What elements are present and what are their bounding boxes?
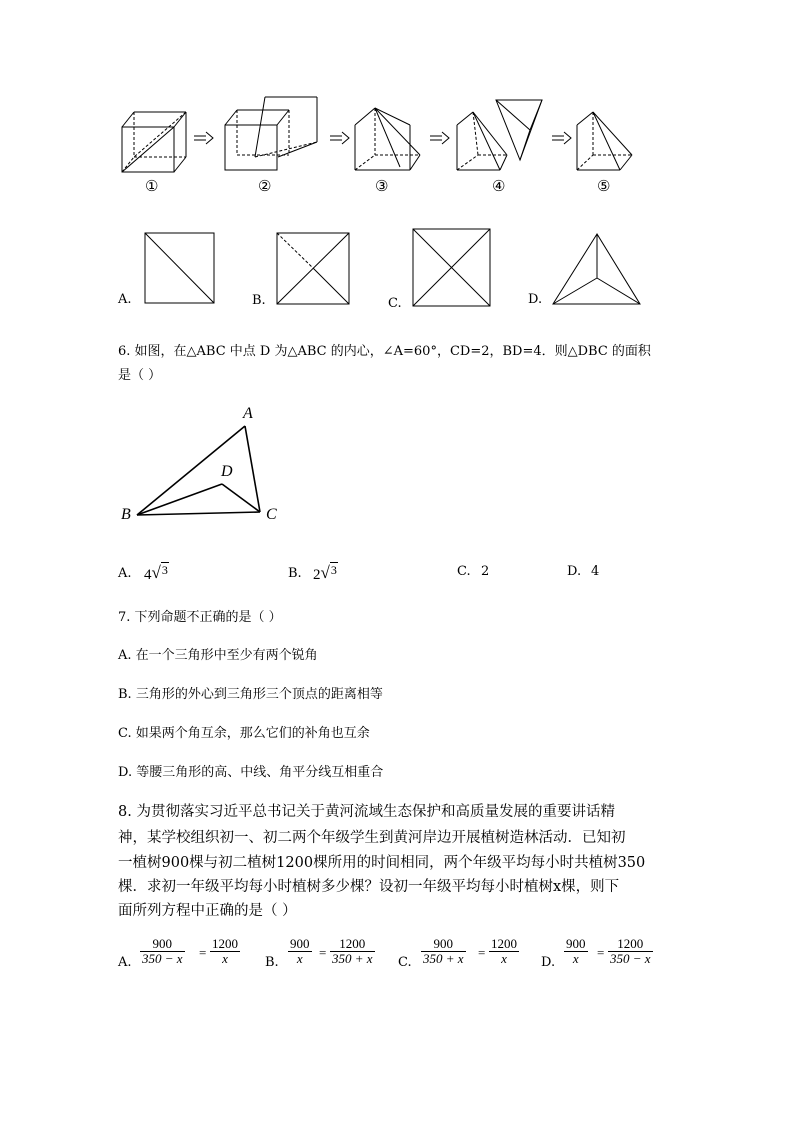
unfold-label-2: ② — [258, 177, 272, 195]
q6-triangle-figure — [0, 0, 794, 560]
q8-option-b-left-fraction — [288, 937, 312, 966]
q8-option-c-right-fraction — [489, 937, 519, 966]
q8-stem-line-4: 棵．求初一年级平均每小时植树多少棵？设初一年级平均每小时植树x棵，则下 — [118, 879, 620, 895]
q6-option-b-value — [313, 560, 338, 583]
q8-stem-line-1: 8. 为贯彻落实习近平总书记关于黄河流域生态保护和高质量发展的重要讲话精 — [118, 804, 615, 820]
radical-sign: √ — [320, 563, 330, 582]
q6-option-c-value: 2 — [481, 564, 490, 579]
q6-option-a-key: A. — [118, 566, 132, 581]
equals-sign: = — [319, 945, 327, 960]
q8-option-a-key: A. — [118, 955, 132, 970]
numerator: 1200 — [617, 936, 644, 951]
numerator: 900 — [566, 936, 586, 951]
q8-stem-line-2: 神，某学校组织初一、初二两个年级学生到黄河岸边开展植树造林活动．已知初 — [118, 830, 626, 846]
denominator: x — [210, 951, 240, 966]
unfold-label-4: ④ — [492, 177, 506, 195]
unfold-label-3: ③ — [375, 177, 389, 195]
view-option-b-label: B. — [252, 293, 266, 308]
q8-option-d-right-fraction — [608, 937, 653, 966]
denominator: x — [564, 951, 588, 966]
q8-option-d-key: D. — [541, 955, 556, 970]
view-option-d-label: D. — [528, 292, 543, 307]
numerator: 900 — [152, 936, 173, 951]
q7-option-b: B. 三角形的外心到三角形三个顶点的距离相等 — [118, 687, 383, 702]
q8-stem-line-3: 一植树900棵与初二植树1200棵所用的时间相同，两个年级平均每小时共植树350 — [118, 855, 646, 871]
q6-option-b-radicand: 3 — [330, 563, 337, 577]
numerator: 1200 — [339, 936, 366, 951]
q8-option-b-key: B. — [265, 955, 279, 970]
q6-option-b-key: B. — [288, 566, 302, 581]
equals-sign: = — [478, 945, 486, 960]
denominator: x — [288, 951, 312, 966]
q6-point-a: A — [243, 405, 253, 422]
equals-sign: = — [597, 945, 605, 960]
q6-option-d-key: D. — [567, 564, 582, 579]
view-option-a-label: A. — [118, 292, 132, 307]
q7-option-c: C. 如果两个角互余，那么它们的补角也互余 — [118, 726, 370, 741]
q8-option-a-right-fraction — [210, 937, 240, 966]
equals-sign: = — [199, 945, 207, 960]
q8-stem-line-5: 面所列方程中正确的是（ ） — [118, 903, 297, 919]
q7-option-d: D. 等腰三角形的高、中线、角平分线互相重合 — [118, 765, 384, 780]
q6-point-b: B — [121, 506, 131, 523]
numerator: 900 — [433, 936, 454, 951]
numerator: 1200 — [212, 936, 238, 951]
unfold-label-5: ⑤ — [597, 177, 611, 195]
denominator: x — [489, 951, 519, 966]
q8-option-d-left-fraction — [564, 937, 588, 966]
q7-option-a: A. 在一个三角形中至少有两个锐角 — [118, 648, 318, 663]
q7-stem: 7. 下列命题不正确的是（ ） — [118, 610, 282, 625]
denominator: 350 − x — [142, 951, 183, 966]
numerator: 1200 — [491, 936, 517, 951]
denominator: 350 − x — [610, 951, 651, 966]
q6-point-d: D — [221, 463, 233, 480]
q6-stem-line-1: 6. 如图，在△ABC 中点 D 为△ABC 的内心，∠A=60°，CD=2，BD=4．则△DBC 的面积 — [118, 344, 651, 359]
q6-option-d-value: 4 — [591, 564, 600, 579]
q8-option-c-left-fraction — [421, 937, 466, 966]
numerator: 900 — [290, 936, 310, 951]
q6-option-a-coef: 4 — [144, 567, 152, 583]
q6-option-c-key: C. — [457, 564, 471, 579]
q6-option-a-value — [144, 560, 169, 583]
q6-option-a-radicand: 3 — [161, 563, 168, 577]
q8-option-b-right-fraction — [330, 937, 375, 966]
radical-sign: √ — [151, 563, 161, 582]
q8-option-c-key: C. — [398, 955, 412, 970]
q8-option-a-left-fraction — [140, 937, 185, 966]
q6-option-b-coef: 2 — [313, 567, 321, 583]
denominator: 350 + x — [332, 951, 373, 966]
q6-point-c: C — [266, 506, 277, 523]
unfold-label-1: ① — [145, 177, 159, 195]
q6-stem-line-2: 是（ ） — [118, 368, 162, 383]
view-option-c-label: C. — [388, 296, 402, 311]
denominator: 350 + x — [423, 951, 464, 966]
